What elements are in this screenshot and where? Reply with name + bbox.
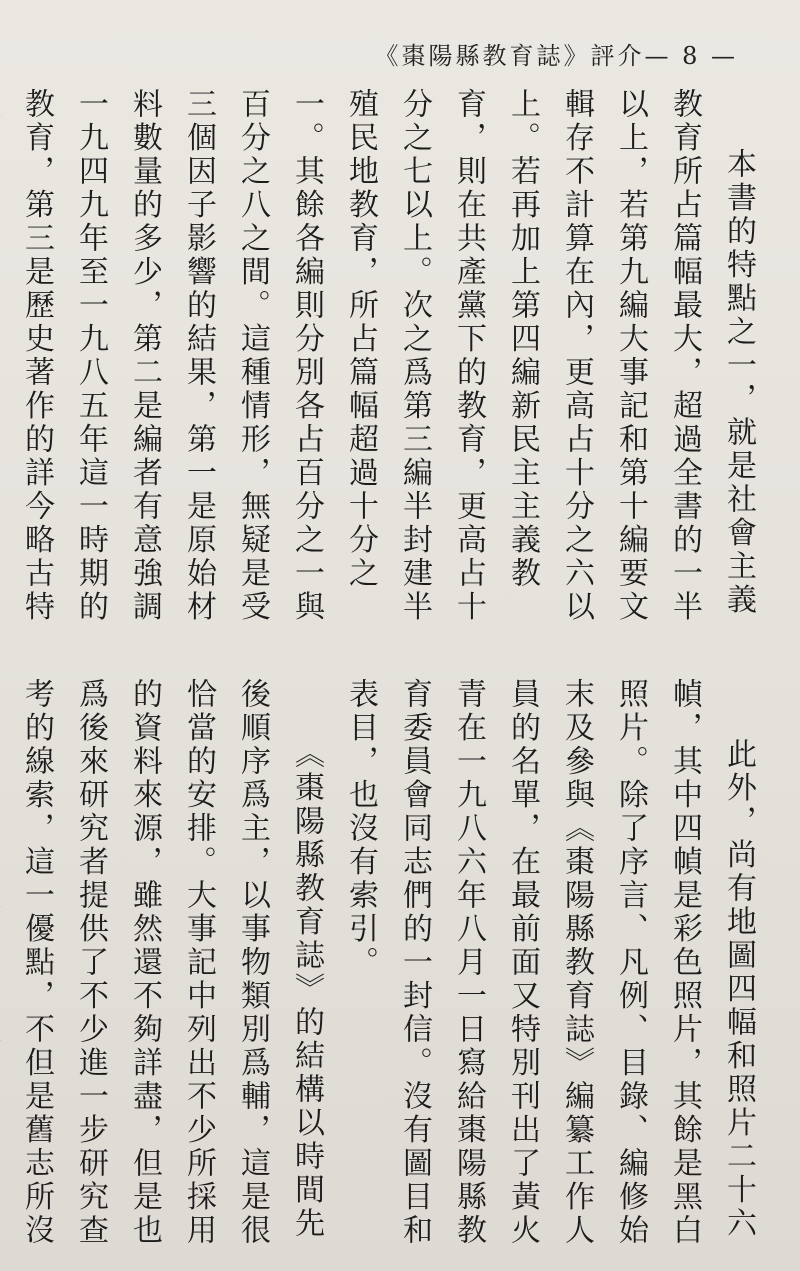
lower-text-block	[19, 678, 765, 1258]
paragraph-features: 本書的特點之一，就是社會主義教育所占篇幅最大，超過全書的一半以上，若第九編大事記和第十編要文輯存不計算在內，更高占十分之六以上。若再加上第四編新民主主義教育，則在共產黨下的教育，更高占十分之七以上。次之爲第三編半封建半殖民地教育，所占篇幅超過十分之一。其餘各編則分別各占百分之一與百分之八之間。這種情形，無疑是受三個因子影響的結果，第一是原始材料數量的多少，第二是編者有意強調一九四九年至一九八五年這一時期的教育，第三是歷史著作的詳今略古特	[19, 88, 756, 624]
paragraph-maps-photos: 此外，尚有地圖四幅和照片二十六幀，其中四幀是彩色照片，其餘是黑白照片。除了序言、凡例、目錄、編修始末及參與《棗陽縣教育誌》編纂工作人員的名單，在最前面又特別刊出了黃火青在一九八六年八月一日寫給棗陽縣教育委員會同志們的一封信。沒有圖目和表目，也沒有索引。	[343, 678, 756, 1248]
paragraph-arrangement: 《棗陽縣教育誌》的結構以時間先後順序爲主，以事物類別爲輔，這是很恰當的安排。大事記中列出不少所採用的資料來源，雖然還不夠詳盡，但是也爲後來研究者提供了不少進一步研究查考的線索，這一優點，不但是舊志所沒	[19, 678, 324, 1248]
upper-text-block	[19, 88, 765, 648]
running-header: 《棗陽縣教育誌》評介— 8 —	[374, 42, 738, 70]
